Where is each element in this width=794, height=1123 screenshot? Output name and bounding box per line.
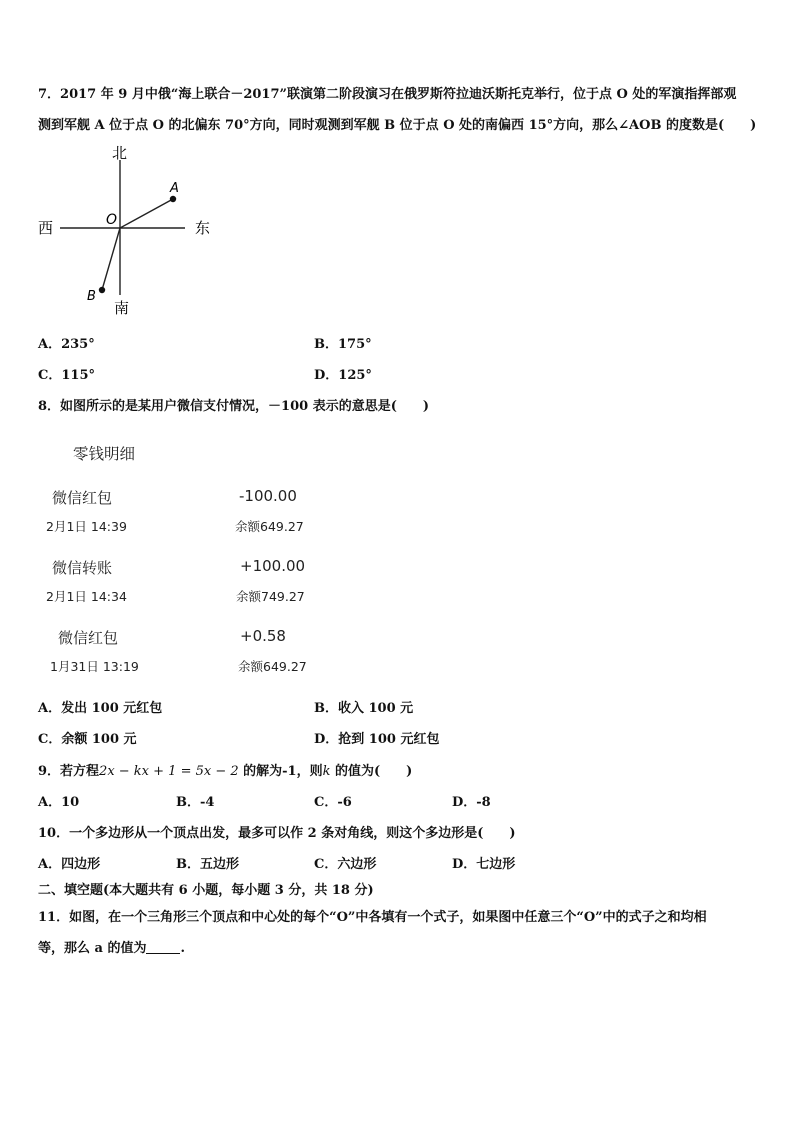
q8-option-c: C．余额 100 元 [38, 732, 137, 747]
wechat-entry-2-balance: 余额749.27 [236, 589, 305, 604]
wechat-entry-3-amount: +0.58 [240, 627, 286, 645]
q10-option-b: B．五边形 [176, 857, 239, 872]
wechat-entry-3-time: 1月31日 13:19 [50, 659, 139, 674]
wechat-entry-3-name: 微信红包 [58, 629, 119, 647]
section-2-heading: 二、填空题(本大题共有 6 小题，每小题 3 分，共 18 分) [38, 883, 374, 898]
q9-variable: k [322, 764, 331, 779]
q9-option-b: B．-4 [176, 795, 215, 810]
ray-OA [120, 199, 173, 228]
q10-option-c: C．六边形 [314, 857, 377, 872]
point-A [170, 196, 176, 202]
q8-stem: 8．如图所示的是某用户微信支付情况，－100 表示的意思是( ) [38, 399, 430, 414]
q8-option-b: B．收入 100 元 [314, 701, 414, 716]
q9-option-c: C．-6 [314, 795, 352, 810]
label-north: 北 [112, 144, 128, 162]
label-B: B [87, 289, 96, 304]
wechat-entry-1-balance: 余额649.27 [235, 519, 304, 534]
q11-stem-line2-post: . [180, 941, 186, 956]
point-B [99, 287, 105, 293]
q10-option-a: A．四边形 [38, 857, 101, 872]
q8-option-a: A．发出 100 元红包 [38, 701, 163, 716]
q8-option-d: D．抢到 100 元红包 [314, 732, 440, 747]
q10-option-d: D．七边形 [452, 857, 516, 872]
q9-option-d: D．-8 [452, 795, 491, 810]
q7-option-c: C．115° [38, 368, 95, 383]
ray-OB [102, 228, 120, 290]
q9-equation: 2x − kx + 1 = 5x − 2 [99, 764, 239, 779]
label-east: 东 [195, 219, 211, 237]
q11-stem-line2 [38, 937, 185, 956]
label-A: A [170, 181, 179, 196]
q7-option-a: A．235° [38, 337, 95, 352]
q10-stem: 10．一个多边形从一个顶点出发，最多可以作 2 条对角线，则这个多边形是( ) [38, 826, 516, 841]
q9-stem [38, 760, 412, 779]
q11-stem-line1: 11．如图，在一个三角形三个顶点和中心处的每个“O”中各填有一个式子，如果图中任意三个“O”中的式子之和均相 [38, 910, 707, 925]
wechat-entry-2-time: 2月1日 14:34 [46, 589, 127, 604]
wechat-entry-2-name: 微信转账 [52, 559, 113, 577]
q7-stem-line2: 测到军舰 A 位于点 O 的北偏东 70°方向，同时观测到军舰 B 位于点 O 处的南偏西 15°方向，那么∠AOB 的度数是( ) [38, 118, 757, 133]
q7-option-d: D．125° [314, 368, 372, 383]
wechat-entry-2-amount: +100.00 [240, 557, 306, 575]
q9-stem-pre: 9．若方程 [38, 764, 100, 779]
answer-blank [146, 941, 180, 954]
q11-stem-line2-pre: 等，那么 a 的值为 [38, 941, 147, 956]
q9-stem-post: 的值为( ) [330, 764, 413, 779]
q9-stem-mid: 的解为-1，则 [238, 764, 323, 779]
label-O: O [106, 212, 118, 228]
wechat-entry-1-name: 微信红包 [52, 489, 113, 507]
label-south: 南 [114, 299, 130, 317]
wechat-entry-1-time: 2月1日 14:39 [46, 519, 127, 534]
q7-stem-line1: 7．2017 年 9 月中俄“海上联合－2017”联演第二阶段演习在俄罗斯符拉迪沃斯托克举行，位于点 O 处的军演指挥部观 [38, 87, 737, 102]
q9-option-a: A．10 [38, 795, 80, 810]
q7-option-b: B．175° [314, 337, 372, 352]
wechat-entry-1-amount: -100.00 [239, 487, 297, 505]
wechat-entry-3-balance: 余额649.27 [238, 659, 307, 674]
wechat-title: 零钱明细 [73, 445, 136, 463]
label-west: 西 [38, 219, 54, 237]
compass-figure [30, 140, 230, 320]
